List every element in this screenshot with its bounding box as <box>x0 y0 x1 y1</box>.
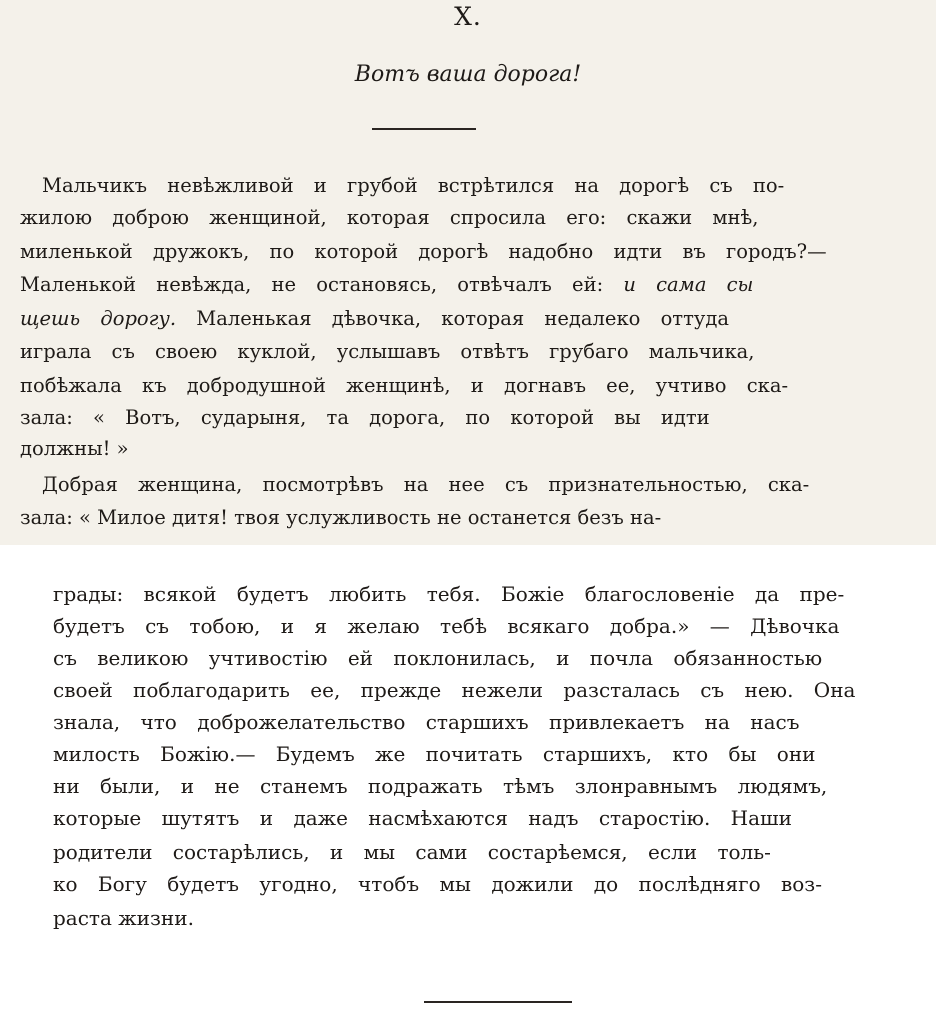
italic-run: щешь дорогу. <box>20 307 177 330</box>
text-line: будетъ съ тобою, и я желаю тебѣ всякаго добра.» — Дѣвочка <box>53 614 840 638</box>
chapter-title: Вотъ ваша дорога! <box>354 62 582 87</box>
italic-run: и сама сы <box>623 273 754 296</box>
text-line: своей поблагодарить ее, прежде нежели разсталась съ нею. Она <box>53 678 856 702</box>
text-line: знала, что доброжелательство старшихъ привлекаетъ на насъ <box>53 710 800 734</box>
text-line <box>20 273 753 297</box>
text-line: милость Божію.— Будемъ же почитать старшихъ, кто бы они <box>53 742 816 766</box>
text-line: зала: « Вотъ, сударыня, та дорога, по которой вы идти <box>20 406 710 429</box>
text-line: раста жизни. <box>53 906 194 930</box>
text-line <box>20 307 729 331</box>
end-divider-rule <box>424 1001 572 1003</box>
title-divider-rule <box>372 128 476 130</box>
text-line: Добрая женщина, посмотрѣвъ на нее съ признательностью, ска- <box>42 473 810 496</box>
text-line: должны! » <box>20 437 129 460</box>
text-line: ни были, и не станемъ подражать тѣмъ злонравнымъ людямъ, <box>53 774 828 798</box>
chapter-number: X. <box>454 2 482 31</box>
text-line: зала: « Милое дитя! твоя услужливость не останется безъ на- <box>20 506 662 529</box>
text-line: которые шутятъ и даже насмѣхаются надъ старостію. Наши <box>53 806 792 830</box>
text-line: съ великою учтивостію ей поклонилась, и почла обязанностью <box>53 646 823 670</box>
text-line: родители состарѣлись, и мы сами состарѣемся, если толь- <box>53 840 771 864</box>
text-line: грады: всякой будетъ любить тебя. Божіе благословеніе да пре- <box>53 582 845 606</box>
text-line: миленькой дружокъ, по которой дорогѣ надобно идти въ городъ?— <box>20 240 827 263</box>
text-line: жилою доброю женщиной, которая спросила его: скажи мнѣ, <box>20 206 759 229</box>
text-line: побѣжала къ добродушной женщинѣ, и догнавъ ее, учтиво ска- <box>20 374 789 397</box>
text-line: играла съ своею куклой, услышавъ отвѣтъ грубаго мальчика, <box>20 340 755 363</box>
text-line: Мальчикъ невѣжливой и грубой встрѣтился на дорогѣ съ по- <box>42 174 785 197</box>
text-run: Маленькая дѣвочка, которая недалеко оттуда <box>176 307 729 330</box>
text-run: Маленькой невѣжда, не остановясь, отвѣчалъ ей: <box>20 273 624 296</box>
text-line: ко Богу будетъ угодно, чтобъ мы дожили до послѣдняго воз- <box>53 872 822 896</box>
